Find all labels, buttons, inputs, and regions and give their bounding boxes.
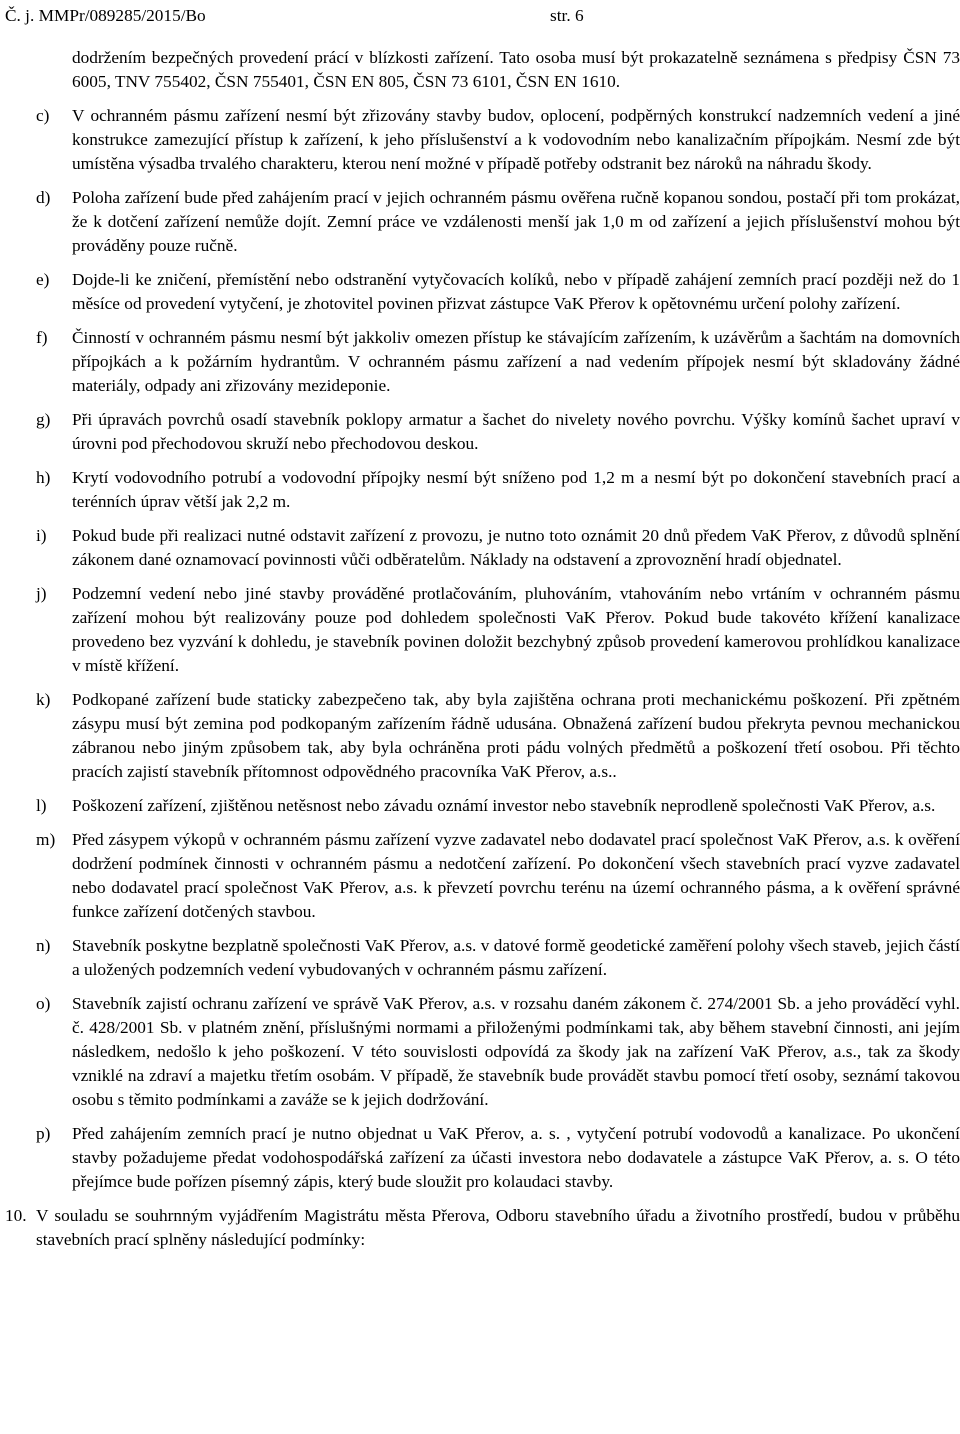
list-item-marker: d) [36, 188, 51, 207]
document-reference: Č. j. MMPr/089285/2015/Bo [5, 6, 206, 25]
list-item [36, 466, 960, 514]
numbered-paragraph-marker: 10. [5, 1206, 27, 1225]
list-item-marker: k) [36, 690, 51, 709]
list-item [36, 268, 960, 316]
list-item-text: Krytí vodovodního potrubí a vodovodní přípojky nesmí být sníženo pod 1,2 m a nesmí být po dokončení stavebních prací a terénních úprav větší jak 2,2 m. [72, 468, 960, 511]
list-item [36, 524, 960, 572]
numbered-paragraph [5, 1204, 960, 1252]
list-item-marker: o) [36, 994, 51, 1013]
list-item [36, 688, 960, 784]
list-item-text: V ochranném pásmu zařízení nesmí být zřizovány stavby budov, oplocení, podpěrných konstrukcí nadzemních vedení a jiné konstrukce zamezující přístup k zařízení, k jeho příslušenství a k vodovodním nebo kanalizačním přípojkám. Nesmí zde být umístěna výsadba trvalého charakteru, kterou není možné v případě potřeby odstranit bez nároků na náhradu škody. [72, 106, 960, 173]
list-item [36, 408, 960, 456]
list-item [36, 1122, 960, 1194]
document-body [0, 46, 960, 1252]
list-item-text: Před zásypem výkopů v ochranném pásmu zařízení vyzve zadavatel nebo dodavatel prací společnost VaK Přerov, a.s. k ověření dodržení podmínek činnosti v ochranném pásmu a nedotčení zařízení. Po dokončení všech stavebních prací vyzve zadavatel nebo dodavatel prací společnost VaK Přerov, a.s. k převzetí povrchu terénu na území ochranného pásma, a k ověření správné funkce zařízení dotčených stavbou. [72, 830, 960, 921]
list-item-text: Před zahájením zemních prací je nutno objednat u VaK Přerov, a. s. , vytyčení potrubí vodovodů a kanalizace. Po ukončení stavby požadujeme předat vodohospodářská zařízení za účasti investora nebo dodavatele a zástupce VaK Přerov, a. s. O této přejímce bude pořízen písemný zápis, který bude sloužit pro kolaudaci stavby. [72, 1124, 960, 1191]
list-item [36, 582, 960, 678]
list-item [36, 326, 960, 398]
list-item-marker: e) [36, 270, 50, 289]
continuation-paragraph: dodržením bezpečných provedení prácí v blízkosti zařízení. Tato osoba musí být prokazatelně seznámena s předpisy ČSN 73 6005, TNV 755402, ČSN 755401, ČSN EN 805, ČSN 73 6101, ČSN EN 1610. [72, 48, 960, 91]
list-item [36, 104, 960, 176]
list-item-marker: j) [36, 584, 47, 603]
page-number: str. 6 [550, 6, 584, 25]
list-item-text: Podkopané zařízení bude staticky zabezpečeno tak, aby byla zajištěna ochrana proti mechanickému poškození. Při zpětném zásypu musí být zemina pod podkopaným zařízením řádně udusána. Obnažená zařízení budou překryta pevnou mechanickou zábranou nebo jiným způsobem tak, aby byla ochráněna proti pádu volných předmětů a poškození třetí osobou. Při těchto pracích zajistí stavebník přítomnost odpovědného pracovníka VaK Přerov, a.s.. [72, 690, 960, 781]
list-item [36, 934, 960, 982]
list-item-text: Podzemní vedení nebo jiné stavby prováděné protlačováním, pluhováním, vtahováním nebo vrtáním v ochranném pásmu zařízení mohou být realizovány pouze pod dohledem společnosti VaK Přerov. Pokud bude takovéto křížení kanalizace provedeno bez vyzvání k dohledu, je stavebník povinen doložit bezchybný způsob provedení kamerovou prohlídkou kanalizace v místě křížení. [72, 584, 960, 675]
list-item-text: Stavebník poskytne bezplatně společnosti VaK Přerov, a.s. v datové formě geodetické zaměření polohy všech staveb, jejich částí a uložených podzemních vedení vybudovaných v ochranném pásmu zařízení. [72, 936, 960, 979]
list-item-text: Dojde-li ke zničení, přemístění nebo odstranění vytyčovacích kolíků, nebo v případě zahájení zemních prací později než do 1 měsíce od provedení vytyčení, je zhotovitel povinen přizvat zástupce VaK Přerov k opětovnému určení polohy zařízení. [72, 270, 960, 313]
page-header [5, 4, 955, 28]
list-item-text: Pokud bude při realizaci nutné odstavit zařízení z provozu, je nutno toto oznámit 20 dnů předem VaK Přerov, z důvodů splnění zákonem dané oznamovací povinnosti vůči odběratelům. Náklady na odstavení a zprovoznění hradí objednatel. [72, 526, 960, 569]
list-item-marker: c) [36, 106, 50, 125]
list-item [36, 828, 960, 924]
list-item-marker: h) [36, 468, 51, 487]
list-item [36, 186, 960, 258]
list-item [36, 794, 960, 818]
list-item-text: Stavebník zajistí ochranu zařízení ve správě VaK Přerov, a.s. v rozsahu daném zákonem č. 274/2001 Sb. a jeho prováděcí vyhl. č. 428/2001 Sb. v platném znění, příslušnými normami a přiloženými podmínkami tak, aby během stavební činnosti, ani jejím následkem, nedošlo k jeho poškození. V této souvislosti odpovídá za škody jak na zařízení VaK Přerov, a.s., tak za škody vzniklé na zdraví a majetku třetím osobám. V případě, že stavebník bude provádět stavbu pomocí třetí osoby, seznámí takovou osobu s těmito podmínkami a zaváže se k jejich dodržování. [72, 994, 960, 1109]
list-item-text: Poškození zařízení, zjištěnou netěsnost nebo závadu oznámí investor nebo stavebník neprodleně společnosti VaK Přerov, a.s. [72, 796, 936, 815]
list-item-marker: l) [36, 796, 47, 815]
numbered-paragraph-text: V souladu se souhrnným vyjádřením Magistrátu města Přerova, Odboru stavebního úřadu a životního prostředí, budou v průběhu stavebních prací splněny následující podmínky: [36, 1206, 960, 1249]
list-item-marker: f) [36, 328, 48, 347]
list-item-marker: p) [36, 1124, 51, 1143]
list-item-marker: m) [36, 830, 56, 849]
list-item-marker: n) [36, 936, 51, 955]
list-item-text: Poloha zařízení bude před zahájením prací v jejich ochranném pásmu ověřena ručně kopanou sondou, postačí při tom prokázat, že k dotčení zařízení nemůže dojít. Zemní práce ve vzdálenosti menší jak 1,0 m od zařízení a jejich příslušenství mohou být prováděny pouze ručně. [72, 188, 960, 255]
list-item-marker: g) [36, 410, 51, 429]
list-item-text: Při úpravách povrchů osadí stavebník poklopy armatur a šachet do nivelety nového povrchu. Výšky komínů šachet upraví v úrovni pod přechodovou skruží nebo přechodovou deskou. [72, 410, 960, 453]
list-item-marker: i) [36, 526, 47, 545]
list-item [36, 992, 960, 1112]
list-item-text: Činností v ochranném pásmu nesmí být jakkoliv omezen přístup ke stávajícím zařízením, k uzávěrům a šachtám na domovních přípojkách a k požárním hydrantům. V ochranném pásmu zařízení a nad vedením přípojek nesmí být skladovány žádné materiály, odpady ani zřizovány mezideponie. [72, 328, 960, 395]
